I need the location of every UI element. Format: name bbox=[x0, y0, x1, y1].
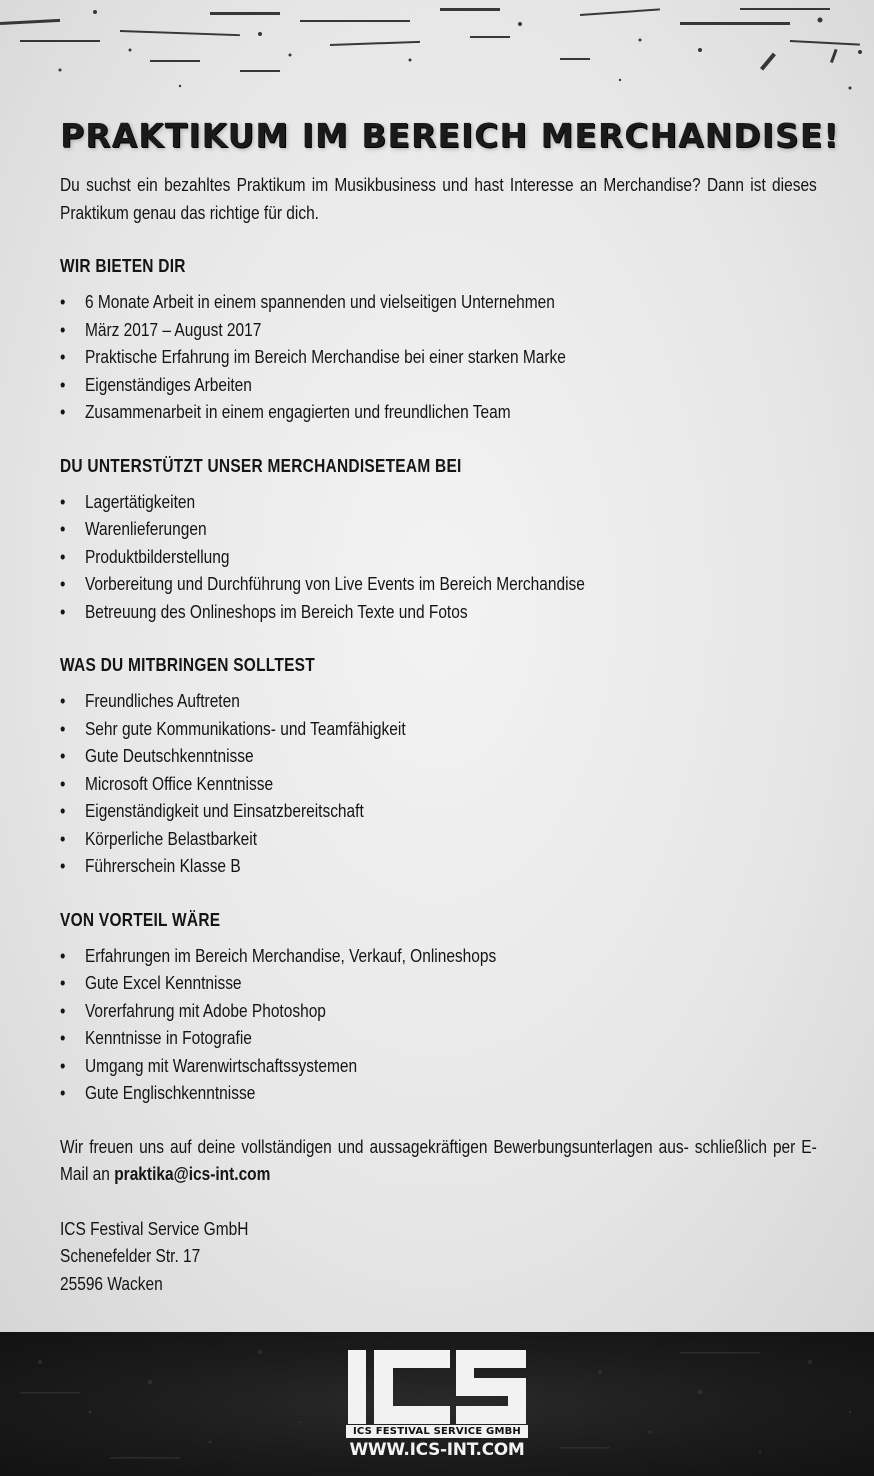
bullet-icon: • bbox=[60, 691, 66, 711]
bullet-icon: • bbox=[60, 319, 66, 340]
section-heading: VON VORTEIL WÄRE bbox=[60, 909, 221, 930]
list-item: • Microsoft Office Kenntnisse bbox=[60, 771, 710, 799]
section-advantages bbox=[60, 907, 816, 1108]
list-item: • Umgang mit Warenwirtschaftssystemen bbox=[60, 1053, 710, 1081]
section-heading: DU UNTERSTÜTZT UNSER MERCHANDISETEAM BEI bbox=[60, 455, 462, 476]
list-item: • Produktbilderstellung bbox=[60, 544, 710, 572]
bullet-icon: • bbox=[60, 1028, 66, 1048]
requirements-list bbox=[60, 688, 816, 881]
list-item: • Freundliches Auftreten bbox=[60, 688, 710, 716]
list-item: • Vorerfahrung mit Adobe Photoshop bbox=[60, 998, 710, 1026]
bullet-icon: • bbox=[60, 973, 66, 993]
bullet-icon: • bbox=[60, 519, 66, 539]
bullet-icon: • bbox=[60, 574, 66, 594]
website-url[interactable]: WWW.ICS-INT.COM bbox=[349, 1440, 525, 1460]
company-name: ICS Festival Service GmbH bbox=[60, 1218, 249, 1239]
list-item: • Zusammenarbeit in einem engagierten und freundlichen Team bbox=[60, 399, 710, 427]
list-item: • Betreuung des Onlineshops im Bereich Texte und Fotos bbox=[60, 599, 710, 627]
bullet-icon: • bbox=[60, 402, 66, 422]
list-item: • Gute Excel Kenntnisse bbox=[60, 970, 710, 998]
list-item: • Praktische Erfahrung im Bereich Merchandise bei einer starken Marke bbox=[60, 344, 710, 372]
list-item: • Erfahrungen im Bereich Merchandise, Verkauf, Onlineshops bbox=[60, 943, 710, 971]
list-item: • Kenntnisse in Fotografie bbox=[60, 1025, 710, 1053]
bullet-icon: • bbox=[60, 491, 66, 512]
intro-paragraph: Du suchst ein bezahltes Praktikum im Musikbusiness und hast Interesse an Merchandise? Dann ist dieses Praktikum genau das richtige für dich. bbox=[60, 175, 817, 223]
bullet-icon: • bbox=[60, 945, 66, 966]
list-item: • Vorbereitung und Durchführung von Live Events im Bereich Merchandise bbox=[60, 571, 710, 599]
list-item: • Eigenständigkeit und Einsatzbereitschaft bbox=[60, 798, 710, 826]
list-item: • Eigenständiges Arbeiten bbox=[60, 372, 710, 400]
bullet-icon: • bbox=[60, 718, 66, 739]
section-requirements bbox=[60, 652, 816, 881]
ics-logo-letters bbox=[346, 1348, 528, 1426]
bullet-icon: • bbox=[60, 828, 66, 849]
company-address bbox=[60, 1216, 710, 1299]
section-offer bbox=[60, 253, 816, 427]
section-heading: WIR BIETEN DIR bbox=[60, 256, 186, 276]
bullet-icon: • bbox=[60, 1083, 66, 1103]
bullet-icon: • bbox=[60, 773, 66, 794]
bullet-icon: • bbox=[60, 601, 66, 622]
closing-text: Wir freuen uns auf deine vollständigen und aussagekräftigen Bewerbungsunterlagen aus- schließlich per E-Mail an bbox=[60, 1136, 817, 1184]
bullet-icon: • bbox=[60, 1000, 66, 1021]
list-item: • Gute Englischkenntnisse bbox=[60, 1080, 710, 1108]
advantages-list bbox=[60, 943, 816, 1108]
bullet-icon: • bbox=[60, 856, 66, 876]
job-posting bbox=[60, 116, 840, 1298]
list-item: • 6 Monate Arbeit in einem spannenden und vielseitigen Unternehmen bbox=[60, 289, 710, 317]
list-item: • Führerschein Klasse B bbox=[60, 853, 710, 881]
email-link[interactable]: praktika@ics-int.com bbox=[114, 1164, 271, 1184]
street-address: Schenefelder Str. 17 bbox=[60, 1246, 201, 1266]
section-heading: WAS DU MITBRINGEN SOLLTEST bbox=[60, 655, 315, 675]
tasks-list bbox=[60, 489, 816, 627]
offer-list bbox=[60, 289, 816, 427]
footer-banner bbox=[0, 1332, 874, 1476]
list-item: • Sehr gute Kommunikations- und Teamfähigkeit bbox=[60, 716, 710, 744]
list-item: • Lagertätigkeiten bbox=[60, 489, 710, 517]
section-tasks bbox=[60, 453, 816, 627]
ics-logo bbox=[346, 1348, 528, 1462]
logo-subtitle: ICS FESTIVAL SERVICE GMBH bbox=[346, 1425, 528, 1438]
bullet-icon: • bbox=[60, 374, 66, 395]
bullet-icon: • bbox=[60, 292, 66, 312]
ink-splatter-decoration bbox=[0, 0, 874, 110]
postal-city: 25596 Wacken bbox=[60, 1273, 163, 1294]
bullet-icon: • bbox=[60, 347, 66, 367]
bullet-icon: • bbox=[60, 546, 66, 567]
bullet-icon: • bbox=[60, 1055, 66, 1076]
bullet-icon: • bbox=[60, 801, 66, 821]
page-title: PRAKTIKUM IM BEREICH MERCHANDISE! bbox=[60, 116, 840, 155]
list-item: • Körperliche Belastbarkeit bbox=[60, 826, 710, 854]
list-item: • Warenlieferungen bbox=[60, 516, 710, 544]
list-item: • März 2017 – August 2017 bbox=[60, 317, 710, 345]
bullet-icon: • bbox=[60, 746, 66, 766]
closing-paragraph bbox=[60, 1134, 817, 1189]
list-item: • Gute Deutschkenntnisse bbox=[60, 743, 710, 771]
